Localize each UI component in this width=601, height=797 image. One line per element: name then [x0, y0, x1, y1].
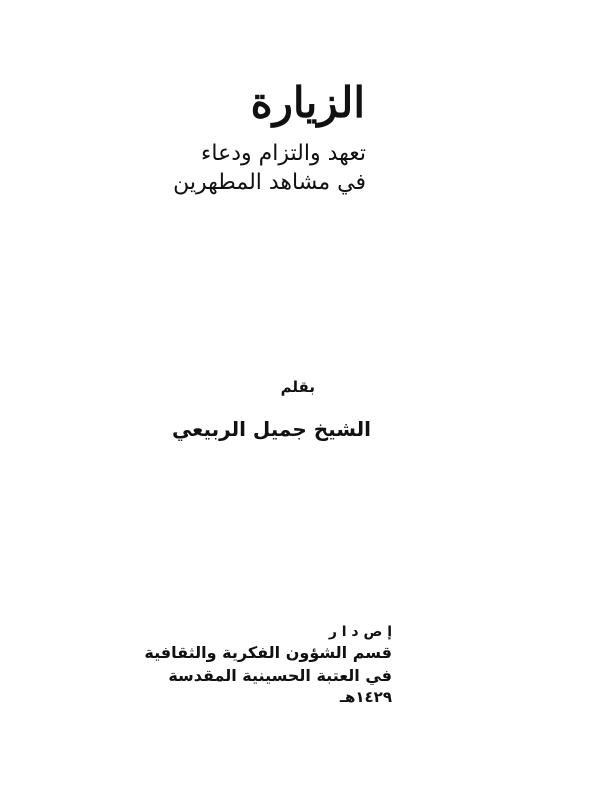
by-label: بقلم	[280, 378, 315, 396]
publication-label: إ ص د ا ر	[328, 624, 392, 640]
book-subtitle-line-2: في مشاهد المطهرين	[173, 170, 366, 195]
book-title: الزيارة	[250, 78, 365, 127]
author-name: الشيخ جميل الربيعي	[171, 417, 371, 441]
publisher-line-1: قسم الشؤون الفكرية والثقافية	[144, 643, 392, 662]
publisher-line-2: في العتبة الحسينية المقدسة	[168, 666, 392, 685]
publication-year: ١٤٢٩هـ	[339, 688, 392, 706]
book-subtitle-line-1: تعهد والتزام ودعاء	[201, 141, 366, 166]
